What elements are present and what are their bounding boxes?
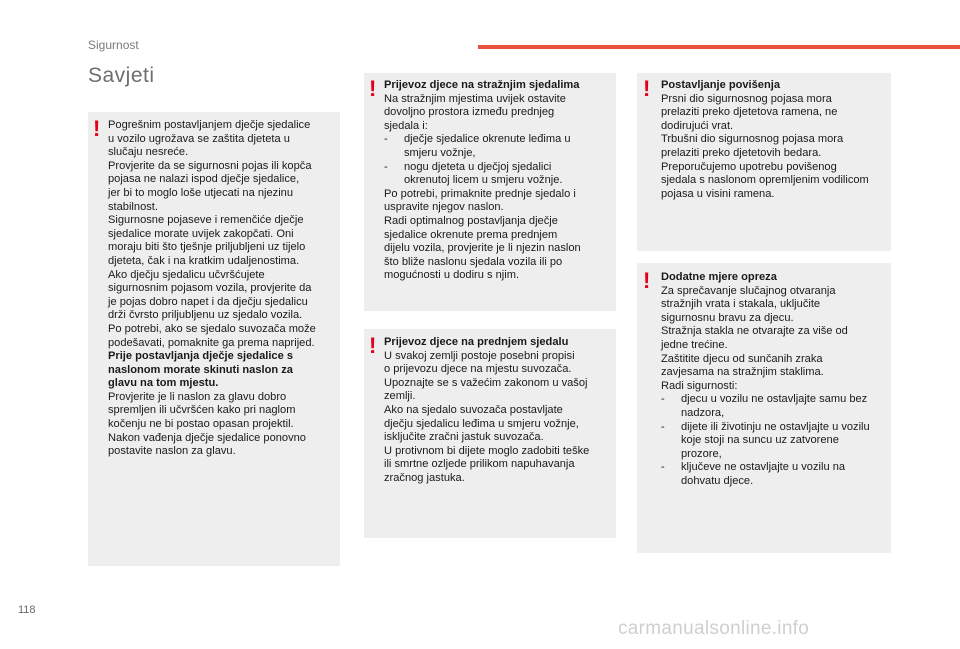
text-line: Ako dječju sjedalicu učvršćujete <box>108 268 265 281</box>
text-line: Nakon vađenja dječje sjedalice ponovno <box>108 431 306 444</box>
body-text <box>661 285 891 394</box>
text-line: što bliže naslonu sjedala vozila ili po <box>384 255 563 268</box>
text-line: stražnjih vrata i stakala, uključite <box>661 298 821 311</box>
box-heading: Prijevoz djece na prednjem sjedalu <box>384 336 569 348</box>
text-line: Po potrebi, primaknite prednje sjedalo i <box>384 187 576 200</box>
text-line: ili smrtne ozljede prilikom napuhavanja <box>384 458 575 471</box>
warning-text-child-seat <box>108 119 340 459</box>
body-text <box>384 188 614 283</box>
text-line: kočenju ne bi postao opasan projektil. <box>108 418 294 431</box>
bullet-line: smjeru vožnje, <box>404 146 476 159</box>
text-line: Sigurnosne pojaseve i remenčiće dječje <box>108 214 304 227</box>
body-text <box>661 93 891 202</box>
text-line: Provjerite da se sigurnosni pojas ili kopča <box>108 159 312 172</box>
text-line: dječju sjedalicu leđima u smjeru vožnje, <box>384 417 579 430</box>
box-heading: Dodatne mjere opreza <box>661 271 777 283</box>
bullet-line: nadzora, <box>681 406 725 419</box>
watermark: carmanualsonline.info <box>618 618 810 639</box>
text-line: Radi sigurnosti: <box>661 379 738 392</box>
body-text <box>384 350 614 486</box>
text-line: U svakoj zemlji postoje posebni propisi <box>384 349 575 362</box>
warning-icon: ! <box>369 333 377 358</box>
warning-icon: ! <box>369 76 377 101</box>
text-line: sjedalice okrenute prema prednjem <box>384 228 558 241</box>
text-line: U protivnom bi dijete moglo zadobiti teške <box>384 444 590 457</box>
text-line: sigurnosnim pojasom vozila, provjerite da <box>108 282 312 295</box>
text-line: djeteta, čak i na kratkim udaljenostima. <box>108 254 300 267</box>
bullet-line: dohvatu djece. <box>681 474 754 487</box>
text-line: Ako na sjedalo suvozača postavljate <box>384 403 563 416</box>
text-line: prelaziti preko djetetovih bedara. <box>661 146 822 159</box>
text-line: dodirujući vrat. <box>661 119 734 132</box>
bullet-dash: - <box>384 133 388 146</box>
text-line: jer bi to moglo loše utjecati na njezinu <box>108 186 294 199</box>
text-line: Po potrebi, ako se sjedalo suvozača može <box>108 322 316 335</box>
text-line: Trbušni dio sigurnosnog pojasa mora <box>661 133 844 146</box>
bullet-dash: - <box>661 393 665 406</box>
bold-line: glavu na tom mjestu. <box>108 377 219 390</box>
text-line: mogućnosti u dodiru s njim. <box>384 269 520 282</box>
page-number: 118 <box>18 604 36 616</box>
bullet-line: nogu djeteta u dječjoj sjedalici <box>404 160 552 173</box>
text-line: uspravite njegov naslon. <box>384 201 504 214</box>
header-accent-rule <box>478 45 960 49</box>
text-line: Pogrešnim postavljanjem dječje sjedalice <box>108 119 311 131</box>
text-line: sjedala s naslonom opremljenim vodilicom <box>661 174 869 187</box>
text-line: dijelu vozila, provjerite je li njezin naslon <box>384 242 581 255</box>
text-line: Upoznajte se s važećim zakonom u vašoj <box>384 376 588 389</box>
warning-text-front-seat <box>384 336 614 486</box>
bullet-line: djecu u vozilu ne ostavljajte samu bez <box>681 393 868 406</box>
box-heading: Postavljanje povišenja <box>661 79 780 91</box>
bullet-dash: - <box>661 420 665 433</box>
bold-text <box>108 350 340 391</box>
warning-text-rear-seats <box>384 79 614 283</box>
bullet-dash: - <box>661 461 665 474</box>
bullet-item <box>661 461 891 488</box>
text-line: o prijevozu djece na mjestu suvozača. <box>384 363 572 376</box>
text-line: Prsni dio sigurnosnog pojasa mora <box>661 92 832 105</box>
text-line: Zaštitite djecu od sunčanih zraka <box>661 352 823 365</box>
text-line: postavite naslon za glavu. <box>108 445 236 458</box>
text-line: slučaju nesreće. <box>108 146 189 159</box>
text-line: Na stražnjim mjestima uvijek ostavite <box>384 92 566 105</box>
text-line: drži čvrsto priljubljenu uz sjedalo vozila. <box>108 309 303 322</box>
bullet-item <box>661 393 891 420</box>
bullet-line: okrenutoj licem u smjeru vožnje. <box>404 174 563 187</box>
text-line: je pojas dobro napet i da dječju sjedalicu <box>108 295 308 308</box>
bold-line: Prije postavljanja dječje sjedalice s <box>108 350 293 363</box>
bullet-item <box>384 161 614 188</box>
text-line: podešavati, pomaknite ga prema naprijed. <box>108 336 315 349</box>
bullet-line: dječje sjedalice okrenute leđima u <box>404 133 571 146</box>
text-line: Provjerite je li naslon za glavu dobro <box>108 390 287 403</box>
text-line: Radi optimalnog postavljanja dječje <box>384 214 558 227</box>
text-line: sigurnosnu bravu za djecu. <box>661 311 794 324</box>
text-line: u vozilo ugrožava se zaštita djeteta u <box>108 132 290 145</box>
text-line: stabilnost. <box>108 200 158 213</box>
warning-icon: ! <box>643 268 651 293</box>
bold-line: naslonom morate skinuti naslon za <box>108 363 293 376</box>
text-line: prelaziti preko djetetova ramena, ne <box>661 106 838 119</box>
bullet-list <box>384 133 614 187</box>
page-title: Savjeti <box>88 64 155 87</box>
body-text <box>108 119 340 350</box>
text-line: zemlji. <box>384 390 416 403</box>
text-line: jedne trećine. <box>661 338 728 351</box>
text-line: Preporučujemo upotrebu povišenog <box>661 160 837 173</box>
bullet-line: dijete ili životinju ne ostavljajte u vozilu <box>681 420 870 433</box>
text-line: Za sprečavanje slučajnog otvaranja <box>661 284 836 297</box>
text-line: zavjesama na stražnjim staklima. <box>661 366 824 379</box>
body-text <box>384 93 614 134</box>
section-label: Sigurnost <box>88 38 139 52</box>
text-line: dovoljno prostora između prednjeg <box>384 106 555 119</box>
bullet-item <box>661 421 891 462</box>
bullet-item <box>384 133 614 160</box>
text-line: pojasa ne nalazi ispod dječje sjedalice, <box>108 173 300 186</box>
box-heading: Prijevoz djece na stražnjim sjedalima <box>384 79 580 91</box>
bullet-line: prozore, <box>681 447 722 460</box>
text-line: zračnog jastuka. <box>384 471 465 484</box>
text-line: sjedala i: <box>384 119 428 132</box>
bullet-list <box>661 393 891 488</box>
bullet-line: ključeve ne ostavljajte u vozilu na <box>681 461 846 474</box>
text-line: moraju biti što tješnje priljubljeni uz tijelo <box>108 241 306 254</box>
warning-icon: ! <box>643 76 651 101</box>
text-line: spremljen ili učvršćen kako pri naglom <box>108 404 296 417</box>
warning-text-precautions <box>661 271 891 489</box>
bullet-dash: - <box>384 160 388 173</box>
text-line: isključite zračni jastuk suvozača. <box>384 431 544 444</box>
text-line: Stražnja stakla ne otvarajte za više od <box>661 325 848 338</box>
text-line: pojasa u visini ramena. <box>661 187 775 200</box>
text-line: sjedalice morate uvijek zakopčati. Oni <box>108 227 294 240</box>
bullet-line: koje stoji na suncu uz zatvorene <box>681 434 839 447</box>
body-text <box>108 391 340 459</box>
warning-text-booster <box>661 79 891 201</box>
warning-icon: ! <box>93 116 101 141</box>
